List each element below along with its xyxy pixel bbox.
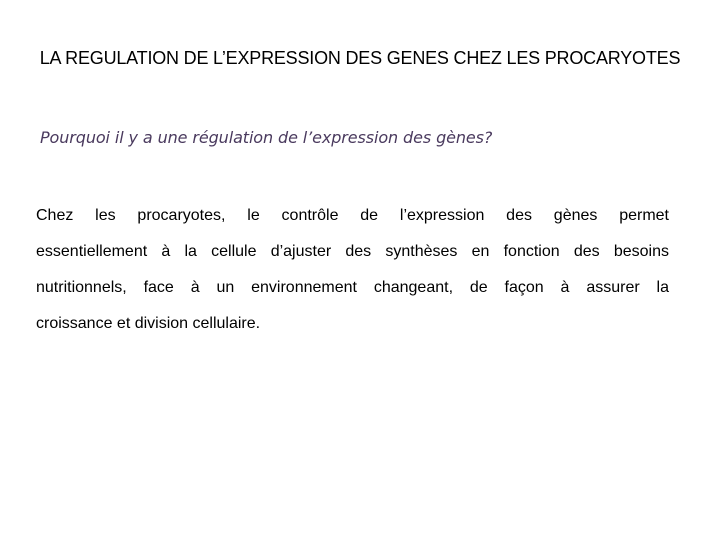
paragraph-line: croissance et division cellulaire. xyxy=(36,315,261,332)
slide-title: LA REGULATION DE L’EXPRESSION DES GENES CHEZ LES PROCARYOTES xyxy=(39,48,681,68)
question-heading: Pourquoi il y a une régulation de l’expression des gènes? xyxy=(40,128,493,147)
paragraph-line: essentiellement à la cellule d’ajuster des synthèses en fonction des besoins xyxy=(36,243,669,260)
paragraph-line: Chez les procaryotes, le contrôle de l’expression des gènes permet xyxy=(36,207,669,224)
body-paragraph xyxy=(36,198,669,342)
paragraph-line: nutritionnels, face à un environnement changeant, de façon à assurer la xyxy=(36,279,669,296)
